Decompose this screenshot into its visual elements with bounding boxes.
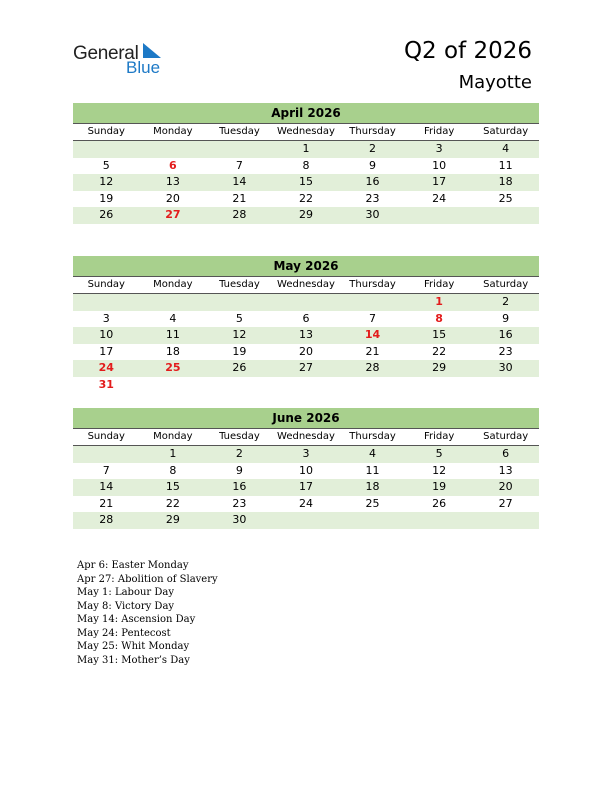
- page-subtitle: Mayotte: [458, 72, 532, 93]
- day-cell: 23: [498, 344, 513, 358]
- weekday-label: Wednesday: [277, 431, 335, 442]
- week-row: [73, 191, 539, 208]
- day-cell: [206, 377, 273, 394]
- day-cell: 22: [298, 191, 313, 205]
- day-cell: [406, 512, 473, 529]
- weekday-label: Thursday: [349, 279, 396, 290]
- holiday-list: [77, 559, 218, 667]
- day-cell: 5: [435, 447, 443, 460]
- holiday-item: May 8: Victory Day: [77, 600, 175, 612]
- day-cell: 29: [432, 361, 447, 374]
- month-title: June 2026: [73, 408, 539, 429]
- day-cell: 6: [302, 311, 310, 325]
- week-row: [73, 327, 539, 344]
- week-row: [73, 360, 539, 377]
- day-cell: 9: [502, 311, 510, 325]
- weekday-label: Friday: [423, 126, 455, 137]
- day-cell: [472, 512, 539, 529]
- holiday-day-cell: 8: [435, 311, 443, 325]
- day-cell: 4: [369, 447, 377, 460]
- day-cell: 16: [498, 328, 513, 341]
- week-row: [73, 174, 539, 191]
- day-cell: 12: [232, 328, 247, 341]
- day-cell: [206, 294, 273, 311]
- day-cell: 7: [235, 158, 243, 172]
- weekday-label: Saturday: [483, 279, 529, 290]
- logo-text-blue: Blue: [126, 58, 161, 77]
- holiday-item: May 31: Mother’s Day: [77, 654, 190, 666]
- logo-text-general: General: [73, 43, 139, 64]
- weekday-label: Saturday: [483, 431, 529, 442]
- day-cell: 19: [232, 344, 247, 358]
- day-cell: 5: [102, 158, 110, 172]
- week-row: [73, 446, 539, 463]
- weekday-label: Tuesday: [219, 126, 260, 137]
- day-cell: 7: [102, 463, 110, 477]
- holiday-day-cell: 1: [435, 295, 443, 308]
- day-cell: 26: [232, 361, 247, 374]
- day-cell: 26: [432, 496, 447, 510]
- day-cell: 11: [365, 463, 380, 477]
- day-cell: 11: [165, 328, 180, 341]
- month-calendar: [73, 256, 539, 393]
- day-cell: 15: [298, 175, 313, 188]
- day-cell: 12: [99, 175, 114, 188]
- day-cell: 4: [169, 311, 177, 325]
- weekday-label: Monday: [153, 431, 193, 442]
- holiday-item: May 25: Whit Monday: [77, 641, 190, 652]
- day-cell: [273, 377, 340, 394]
- holiday-item: May 1: Labour Day: [77, 587, 174, 598]
- day-cell: 3: [435, 142, 443, 155]
- day-cell: 17: [298, 480, 313, 493]
- page-title: Q2 of 2026: [403, 38, 532, 64]
- weekday-label: Saturday: [483, 126, 529, 137]
- holiday-day-cell: 25: [165, 361, 181, 374]
- logo-triangle-icon: [141, 43, 161, 58]
- weekday-label: Tuesday: [219, 431, 260, 442]
- day-cell: 25: [365, 496, 380, 510]
- day-cell: [273, 512, 340, 529]
- day-cell: [406, 207, 473, 224]
- weekday-header-row: [73, 429, 539, 446]
- day-cell: 19: [432, 480, 447, 493]
- day-cell: 16: [365, 175, 380, 188]
- day-cell: 28: [365, 361, 380, 374]
- day-cell: [406, 377, 473, 394]
- day-cell: 24: [298, 496, 313, 510]
- day-cell: [273, 294, 340, 311]
- day-cell: 6: [502, 447, 510, 460]
- day-cell: [339, 294, 406, 311]
- weekday-label: Thursday: [349, 431, 396, 442]
- day-cell: 30: [365, 208, 380, 221]
- day-cell: 8: [302, 158, 310, 172]
- day-cell: 18: [498, 175, 513, 188]
- day-cell: 11: [498, 158, 513, 172]
- holiday-day-cell: 6: [169, 158, 177, 172]
- day-cell: 15: [432, 328, 447, 341]
- day-cell: 29: [298, 208, 313, 221]
- day-cell: 1: [169, 447, 177, 460]
- day-cell: 12: [432, 463, 447, 477]
- week-row: [73, 207, 539, 224]
- day-cell: 30: [232, 513, 247, 526]
- week-row: [73, 294, 539, 311]
- holiday-day-cell: 24: [98, 361, 114, 374]
- weekday-label: Sunday: [87, 279, 125, 290]
- weekday-label: Thursday: [349, 126, 396, 137]
- day-cell: 28: [232, 208, 247, 221]
- day-cell: 18: [165, 344, 180, 358]
- day-cell: [472, 207, 539, 224]
- day-cell: 10: [432, 158, 447, 172]
- day-cell: 10: [99, 328, 114, 341]
- day-cell: [140, 141, 207, 158]
- day-cell: 13: [165, 175, 180, 188]
- weekday-label: Tuesday: [219, 279, 260, 290]
- day-cell: 2: [502, 295, 510, 308]
- day-cell: 7: [369, 311, 377, 325]
- day-cell: 20: [498, 480, 513, 493]
- holiday-day-cell: 14: [364, 328, 381, 341]
- month-calendar: [73, 103, 539, 224]
- day-cell: 25: [498, 191, 513, 205]
- holiday-item: May 24: Pentecost: [77, 627, 171, 639]
- logo: [73, 41, 173, 79]
- weekday-label: Sunday: [87, 431, 125, 442]
- week-row: [73, 479, 539, 496]
- weekday-label: Monday: [153, 279, 193, 290]
- holiday-item: May 14: Ascension Day: [77, 614, 196, 625]
- day-cell: [339, 512, 406, 529]
- week-row: [73, 377, 539, 394]
- day-cell: 2: [369, 142, 377, 155]
- day-cell: 22: [432, 344, 447, 358]
- weekday-label: Wednesday: [277, 279, 335, 290]
- holiday-day-cell: 27: [165, 208, 181, 221]
- weekday-label: Monday: [153, 126, 193, 137]
- day-cell: 30: [498, 361, 513, 374]
- day-cell: 13: [498, 463, 513, 477]
- weekday-label: Sunday: [87, 126, 125, 137]
- day-cell: [206, 141, 273, 158]
- week-row: [73, 463, 539, 480]
- week-row: [73, 344, 539, 361]
- day-cell: 21: [99, 496, 114, 510]
- day-cell: 10: [298, 463, 313, 477]
- day-cell: 28: [99, 513, 114, 526]
- month-title: May 2026: [73, 256, 539, 277]
- day-cell: 17: [99, 344, 114, 358]
- weekday-header-row: [73, 124, 539, 141]
- day-cell: 17: [432, 175, 447, 188]
- day-cell: 4: [502, 142, 510, 155]
- day-cell: 8: [169, 463, 177, 477]
- day-cell: 9: [369, 158, 377, 172]
- day-cell: 5: [235, 311, 243, 325]
- day-cell: 27: [298, 361, 313, 374]
- day-cell: 23: [232, 496, 247, 510]
- day-cell: 18: [365, 480, 380, 493]
- day-cell: 24: [432, 191, 447, 205]
- day-cell: 14: [232, 175, 247, 188]
- day-cell: 1: [302, 142, 310, 155]
- day-cell: 3: [102, 311, 110, 325]
- weekday-header-row: [73, 277, 539, 294]
- day-cell: 20: [165, 191, 180, 205]
- day-cell: 27: [498, 496, 513, 510]
- day-cell: [339, 377, 406, 394]
- holiday-item: Apr 6: Easter Monday: [77, 560, 189, 571]
- day-cell: 15: [165, 480, 180, 493]
- week-row: [73, 512, 539, 529]
- weekday-label: Friday: [423, 431, 455, 442]
- day-cell: 21: [232, 191, 247, 205]
- month-calendar: [73, 408, 539, 529]
- weekday-label: Wednesday: [277, 126, 335, 137]
- day-cell: 2: [235, 447, 243, 460]
- day-cell: 14: [99, 480, 114, 493]
- day-cell: 21: [365, 344, 380, 358]
- day-cell: [73, 446, 140, 463]
- holiday-day-cell: 31: [98, 377, 114, 391]
- holiday-item: Apr 27: Abolition of Slavery: [77, 573, 218, 585]
- weekday-label: Friday: [423, 279, 455, 290]
- week-row: [73, 311, 539, 328]
- week-row: [73, 141, 539, 158]
- day-cell: [140, 294, 207, 311]
- week-row: [73, 496, 539, 513]
- day-cell: [73, 141, 140, 158]
- day-cell: 19: [99, 191, 114, 205]
- day-cell: [140, 377, 207, 394]
- day-cell: [472, 377, 539, 394]
- month-title: April 2026: [73, 103, 539, 124]
- week-row: [73, 158, 539, 175]
- day-cell: 9: [235, 463, 243, 477]
- day-cell: 3: [302, 447, 310, 460]
- day-cell: 29: [165, 513, 180, 526]
- day-cell: 13: [298, 328, 313, 341]
- day-cell: 16: [232, 480, 247, 493]
- day-cell: 22: [165, 496, 180, 510]
- day-cell: 26: [99, 208, 114, 221]
- day-cell: 23: [365, 191, 380, 205]
- day-cell: 20: [298, 344, 313, 358]
- day-cell: [73, 294, 140, 311]
